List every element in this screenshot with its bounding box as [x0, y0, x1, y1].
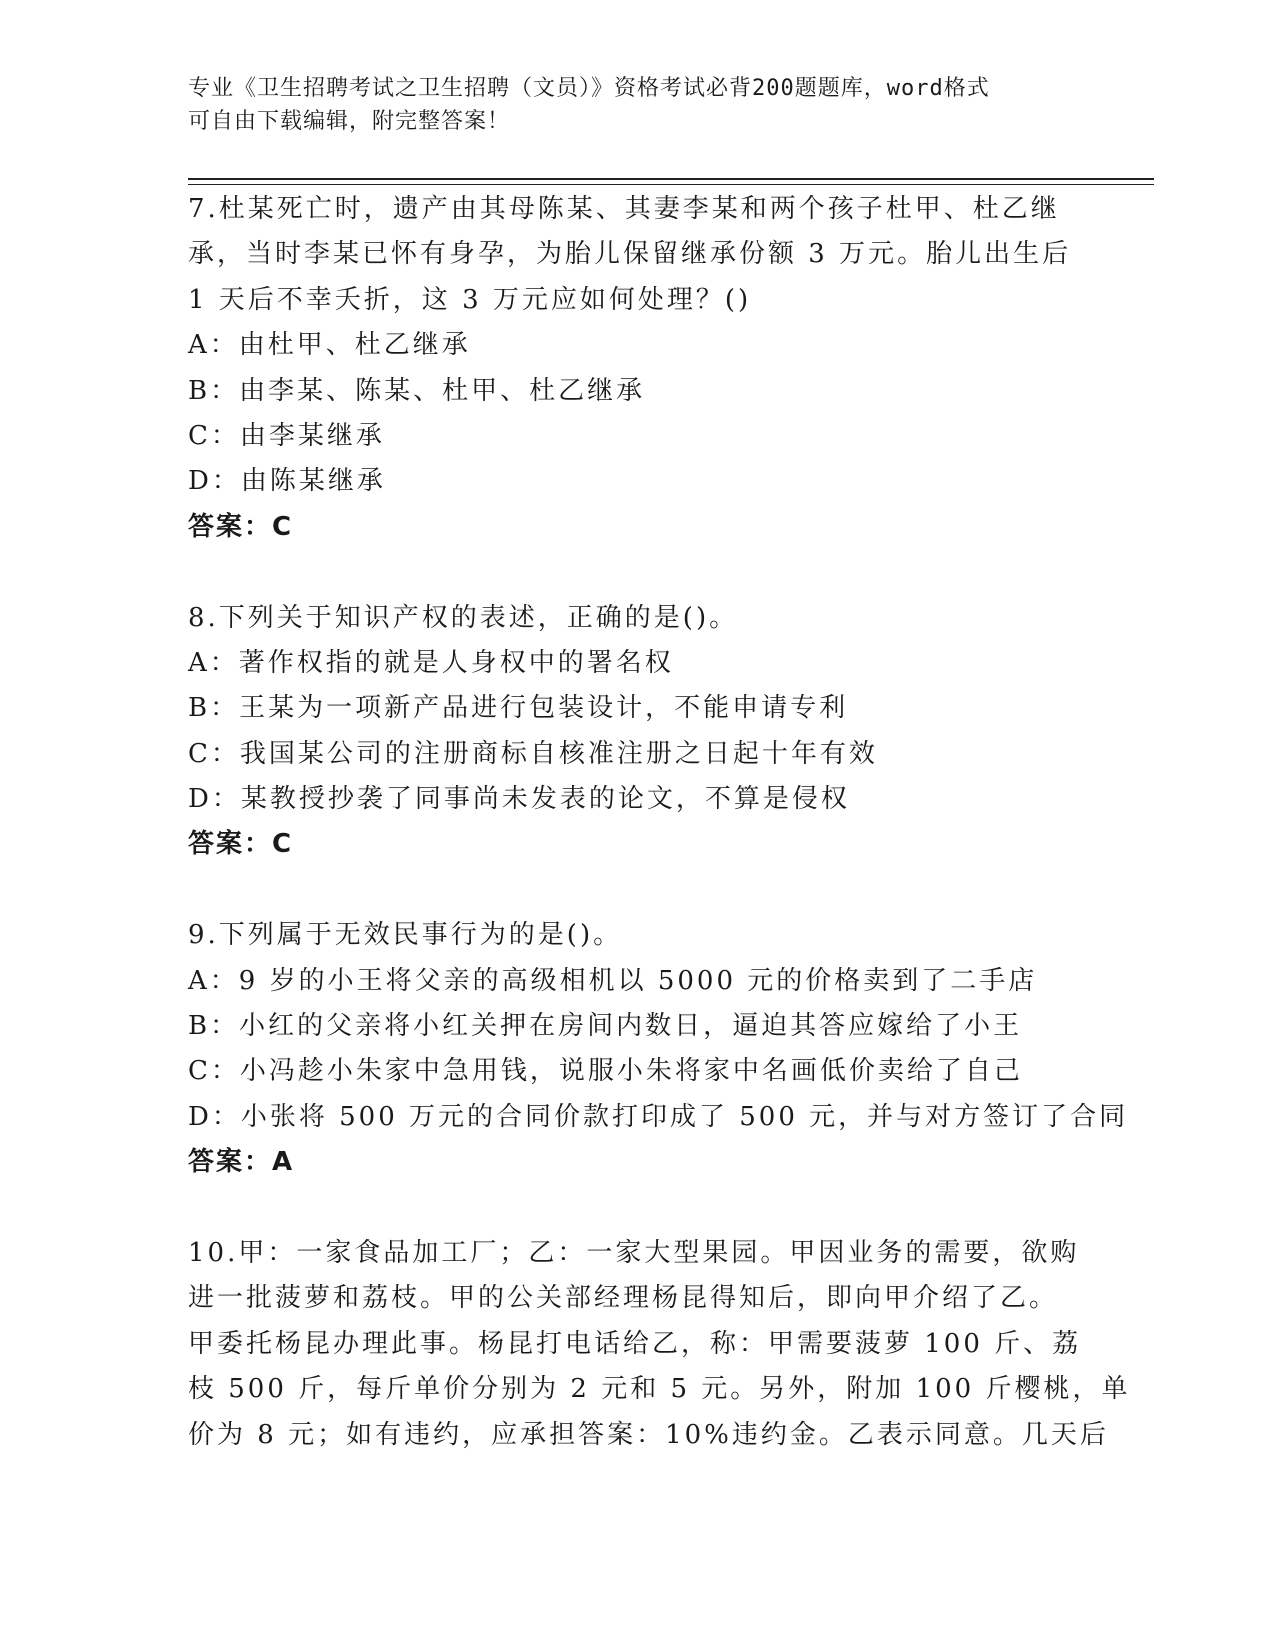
option-a: A：著作权指的就是人身权中的署名权: [188, 647, 674, 678]
header-line-2: 可自由下载编辑，附完整答案！: [188, 109, 511, 134]
option-a: A：9 岁的小王将父亲的高级相机以 5000 元的价格卖到了二手店: [188, 965, 1038, 996]
question-text-line: 8.下列关于知识产权的表述，正确的是()。: [188, 602, 739, 633]
spacer: [188, 550, 1088, 595]
option-d: D：小张将 500 万元的合同价款打印成了 500 元，并与对方签订了合同: [188, 1101, 1129, 1132]
header-rule-thin: [188, 184, 1154, 185]
option-c: C：由李某继承: [188, 420, 385, 451]
question-text-line: 价为 8 元；如有违约，应承担答案：10%违约金。乙表示同意。几天后: [188, 1419, 1109, 1450]
option-d: D：由陈某继承: [188, 466, 386, 497]
answer-line: 答案：A: [188, 1147, 295, 1178]
question-text-line: 进一批菠萝和荔枝。甲的公关部经理杨昆得知后，即向甲介绍了乙。: [188, 1283, 1059, 1314]
option-a: A：由杜甲、杜乙继承: [188, 330, 471, 361]
spacer: [188, 1186, 1088, 1231]
question-10: [188, 1231, 1131, 1458]
option-b: B：小红的父亲将小红关押在房间内数日，逼迫其答应嫁给了小王: [188, 1011, 1023, 1042]
answer-line: 答案：C: [188, 511, 294, 542]
header-line-1: 专业《卫生招聘考试之卫生招聘（文员）》资格考试必背200题题库，word格式: [188, 76, 990, 101]
option-c: C：我国某公司的注册商标自核准注册之日起十年有效: [188, 738, 878, 769]
answer-line: 答案：C: [188, 829, 294, 860]
question-7: [188, 187, 1088, 550]
question-text-line: 7.杜某死亡时，遗产由其母陈某、其妻李某和两个孩子杜甲、杜乙继: [188, 194, 1060, 224]
question-text-line: 枝 500 斤，每斤单价分别为 2 元和 5 元。另外，附加 100 斤樱桃，单: [188, 1374, 1131, 1405]
option-b: B：由李某、陈某、杜甲、杜乙继承: [188, 375, 646, 406]
question-text-line: 承，当时李某已怀有身孕，为胎儿保留继承份额 3 万元。胎儿出生后: [188, 239, 1072, 270]
question-text-line: 1 天后不幸夭折，这 3 万元应如何处理？(): [188, 284, 752, 315]
question-8: [188, 596, 1088, 868]
question-text-line: 甲委托杨昆办理此事。杨昆打电话给乙，称：甲需要菠萝 100 斤、荔: [188, 1328, 1082, 1359]
question-9: [188, 913, 1129, 1185]
question-list: [188, 187, 1131, 1458]
option-d: D：某教授抄袭了同事尚未发表的论文，不算是侵权: [188, 784, 850, 815]
document-header: [188, 72, 1068, 138]
header-rule-thick: [188, 178, 1154, 180]
option-b: B：王某为一项新产品进行包装设计，不能申请专利: [188, 693, 849, 724]
question-text-line: 9.下列属于无效民事行为的是()。: [188, 920, 623, 951]
option-c: C：小冯趁小朱家中急用钱，说服小朱将家中名画低价卖给了自己: [188, 1056, 1023, 1087]
spacer: [188, 868, 1088, 913]
question-text-line: 10.甲：一家食品加工厂；乙：一家大型果园。甲因业务的需要，欲购: [188, 1237, 1080, 1268]
